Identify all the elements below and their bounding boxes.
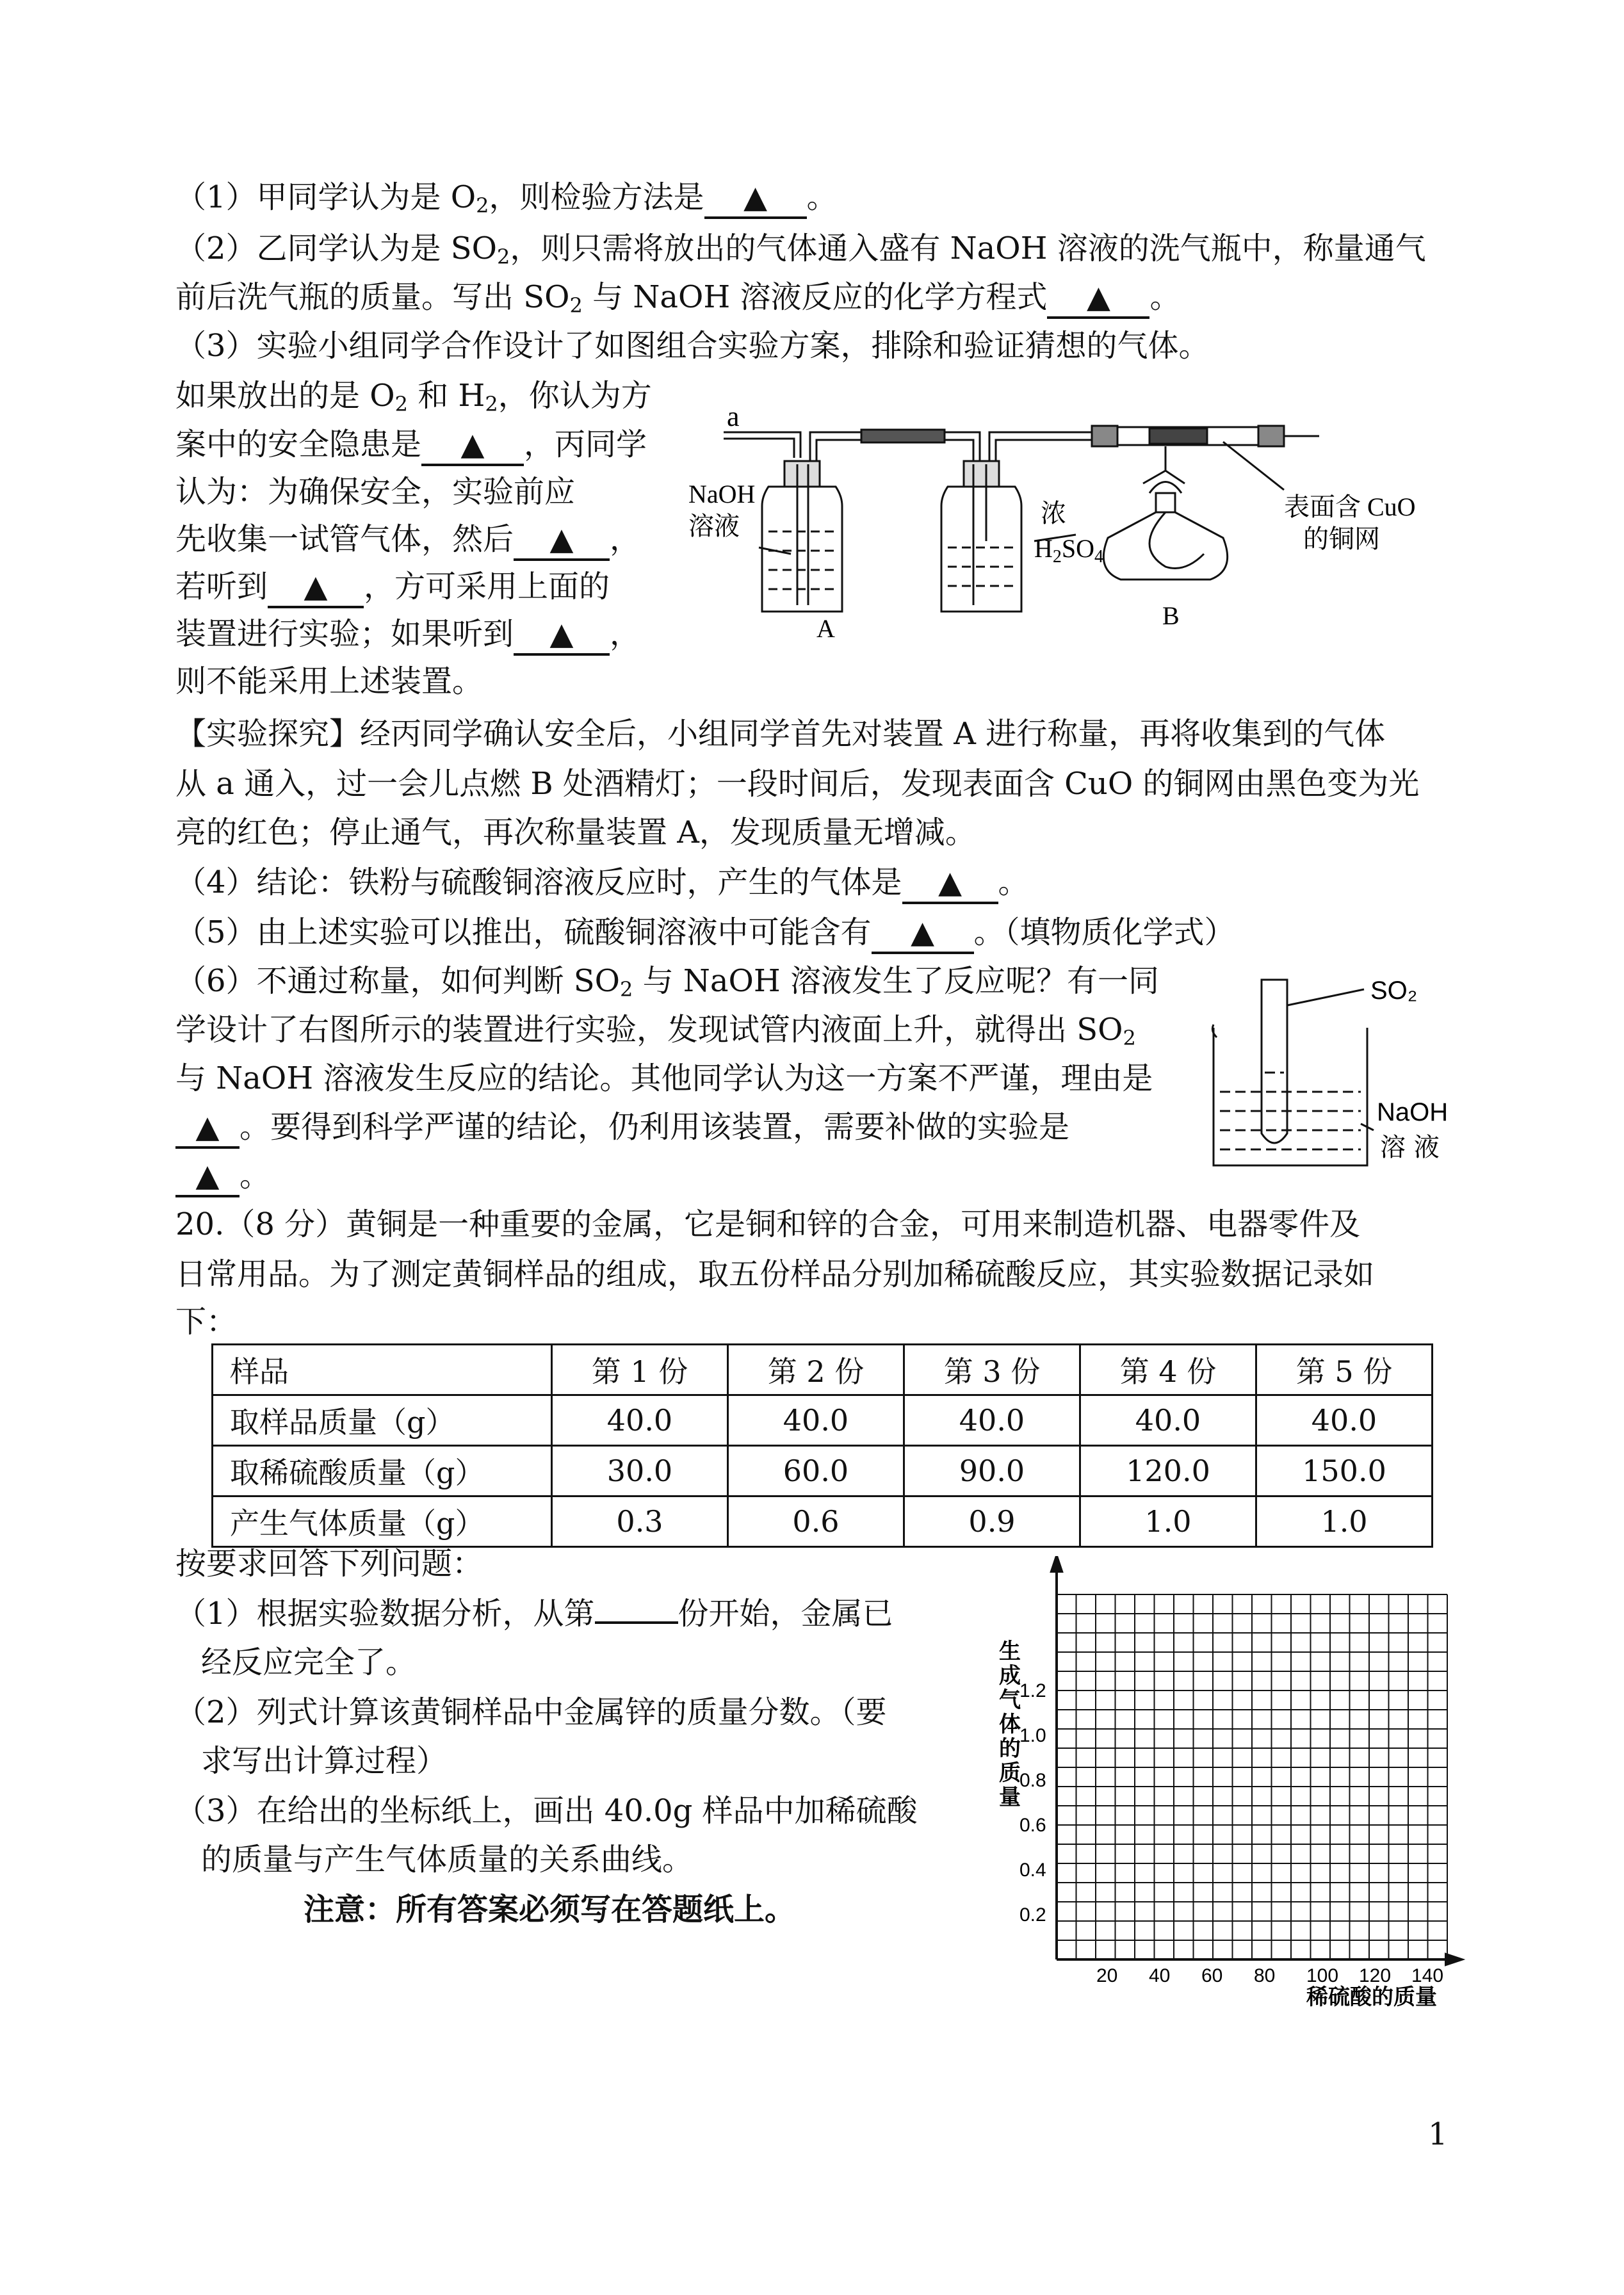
q2b-text: 前后洗气瓶的质量。写出 SO	[175, 279, 570, 315]
answer-blank[interactable]	[268, 569, 364, 608]
a2-line-2	[201, 1743, 447, 1780]
a3-line-2	[201, 1842, 693, 1879]
text: 。（填物质化学式）	[973, 914, 1235, 950]
q3-l5	[175, 569, 610, 608]
text: 。要得到科学严谨的结论，仍利用该装置，需要补做的实验是	[240, 1109, 1070, 1145]
q1-text: （1）甲同学认为是 O	[175, 179, 476, 215]
q3-l3	[175, 474, 575, 511]
answer-blank[interactable]	[704, 179, 807, 219]
text: 认为：为确保安全，实验前应	[175, 474, 576, 510]
subscript: 2	[485, 392, 498, 416]
copper-mesh-label: 的铜网	[1303, 524, 1380, 554]
q5-line	[175, 914, 1235, 954]
blank-marker: ▲	[549, 521, 574, 557]
table-cell: 60.0	[728, 1446, 904, 1496]
punct: 。	[806, 179, 838, 215]
a1-line-2	[201, 1644, 416, 1682]
x-tick-label: 120	[1359, 1965, 1392, 1986]
table-header-cell: 第 5 份	[1256, 1345, 1433, 1395]
q6-line-5	[175, 1158, 270, 1197]
table-cell: 产生气体质量（g）	[213, 1496, 552, 1547]
q1-line	[175, 179, 838, 219]
q3-l7	[175, 663, 483, 701]
table-cell: 1.0	[1256, 1496, 1433, 1547]
x-axis-label: 稀硫酸的质量	[1306, 1985, 1437, 2009]
x-tick-label: 40	[1149, 1965, 1171, 1986]
table-cell: 40.0	[904, 1395, 1080, 1446]
subscript: 2	[1123, 1026, 1136, 1050]
q2a-text-post: ，则只需将放出的气体通入盛有 NaOH 溶液的洗气瓶中，称量通气	[510, 231, 1426, 266]
conc-label: 浓	[1041, 499, 1066, 528]
y-tick-label: 0.4	[1019, 1860, 1046, 1881]
y-axis-label-char: 体	[999, 1712, 1021, 1737]
solution-label: 溶 液	[1380, 1133, 1440, 1162]
device-a-label: A	[816, 614, 835, 643]
blank-marker: ▲	[911, 914, 934, 950]
answer-blank[interactable]	[514, 616, 610, 656]
text: 则不能采用上述装置。	[175, 663, 483, 699]
q2a-text: （2）乙同学认为是 SO	[175, 231, 498, 266]
q3-l1	[175, 378, 652, 416]
answer-blank[interactable]	[514, 521, 610, 561]
so2-label: SO₂	[1370, 977, 1418, 1005]
q20-line-2	[175, 1256, 1374, 1293]
text: 和 H	[407, 378, 485, 414]
subscript: 2	[569, 293, 583, 318]
y-tick-label: 0.2	[1019, 1904, 1046, 1926]
q6-line-4	[175, 1109, 1069, 1149]
ans-intro	[175, 1546, 483, 1583]
table-cell: 0.9	[904, 1496, 1080, 1547]
text: （1）根据实验数据分析，从第	[175, 1596, 595, 1632]
answer-blank[interactable]	[175, 1109, 240, 1149]
blank-marker: ▲	[195, 1158, 220, 1194]
punct: ，	[610, 616, 641, 652]
text: （3）在给出的坐标纸上，画出 40.0g 样品中加稀硫酸	[175, 1793, 918, 1829]
text: 20.（8 分）黄铜是一种重要的金属，它是铜和锌的合金，可用来制造机器、电器零件及	[175, 1206, 1361, 1242]
q2b-line	[175, 279, 1180, 319]
text: 亮的红色；停止通气，再次称量装置 A，发现质量无增减。	[175, 815, 976, 850]
text: （5）由上述实验可以推出，硫酸铜溶液中可能含有	[175, 914, 872, 950]
text: 经反应完全了。	[201, 1644, 417, 1680]
table-cell: 1.0	[1080, 1496, 1256, 1547]
text: （6）不通过称量，如何判断 SO	[175, 963, 621, 999]
naoh-label: NaOH	[688, 480, 756, 508]
q20-line-3	[175, 1304, 237, 1341]
answer-blank[interactable]	[595, 1621, 678, 1624]
text: 求写出计算过程）	[201, 1743, 448, 1779]
text: ，方可采用上面的	[364, 569, 610, 604]
device-b-label: B	[1162, 601, 1180, 630]
text: （4）结论：铁粉与硫酸铜溶液反应时，产生的气体是	[175, 864, 902, 900]
blank-marker: ▲	[460, 426, 485, 462]
table-cell: 90.0	[904, 1446, 1080, 1496]
table-cell: 40.0	[552, 1395, 728, 1446]
q20-line-1	[175, 1206, 1360, 1244]
text: 从 a 通入，过一会儿点燃 B 处酒精灯；一段时间后，发现表面含 CuO 的铜网由黑色变为光	[175, 766, 1420, 802]
blank-marker: ▲	[1087, 279, 1110, 315]
blank-marker: ▲	[304, 569, 328, 604]
page-number	[1428, 2116, 1448, 2153]
punct: 。	[998, 864, 1029, 900]
y-axis-label-char: 生	[999, 1639, 1021, 1664]
text: 【实验探究】经丙同学确认安全后，小组同学首先对装置 A 进行称量，再将收集到的气体	[175, 716, 1386, 752]
data-table	[211, 1343, 1433, 1548]
text: 若听到	[175, 569, 268, 604]
a1-line	[175, 1596, 893, 1633]
subscript: 2	[394, 392, 408, 416]
text: 案中的安全隐患是	[175, 426, 422, 462]
text: ，你认为方	[498, 378, 652, 414]
answer-blank[interactable]	[175, 1158, 240, 1197]
punct: 。	[240, 1158, 271, 1194]
h2so4-label: $H_2SO_4$	[1034, 534, 1104, 567]
text: ，丙同学	[524, 426, 647, 462]
table-row	[213, 1446, 1433, 1496]
punct: ，	[610, 521, 641, 557]
text: 先收集一试管气体，然后	[175, 521, 514, 557]
exp-line-3	[175, 815, 976, 852]
subscript: 2	[497, 245, 510, 269]
page-number-text: 1	[1428, 2116, 1448, 2152]
text: 与 NaOH 溶液发生了反应呢？有一同	[633, 963, 1160, 999]
table-header-cell: 第 1 份	[552, 1345, 728, 1395]
text: 与 NaOH 溶液发生反应的结论。其他同学认为这一方案不严谨，理由是	[175, 1060, 1153, 1096]
table-header-cell: 样品	[213, 1345, 552, 1395]
answer-blank[interactable]	[902, 864, 998, 904]
table-header-row	[213, 1345, 1433, 1395]
table-cell: 取稀硫酸质量（g）	[213, 1446, 552, 1496]
blank-marker: ▲	[549, 616, 574, 652]
text: 下：	[175, 1304, 238, 1340]
x-tick-label: 100	[1306, 1965, 1339, 1986]
q6-line-3	[175, 1060, 1153, 1098]
table-cell: 0.6	[728, 1496, 904, 1547]
subscript: 2	[620, 977, 633, 1002]
y-tick-label: 0.6	[1019, 1815, 1046, 1836]
note-line	[304, 1892, 795, 1929]
table-header-cell: 第 2 份	[728, 1345, 904, 1395]
x-tick-label: 80	[1254, 1965, 1276, 1986]
q3-l2	[175, 426, 647, 466]
table-cell: 40.0	[728, 1395, 904, 1446]
table-cell: 40.0	[1256, 1395, 1433, 1446]
x-tick-label: 60	[1201, 1965, 1223, 1986]
answer-blank[interactable]	[421, 426, 524, 466]
table-cell: 150.0	[1256, 1446, 1433, 1496]
blank-marker: ▲	[938, 864, 962, 900]
table-cell: 40.0	[1080, 1395, 1256, 1446]
y-axis-label-char: 成	[999, 1664, 1021, 1688]
table-cell: 30.0	[552, 1446, 728, 1496]
y-tick-label: 1.2	[1019, 1680, 1046, 1701]
answer-blank[interactable]	[872, 914, 974, 954]
table-header-cell: 第 4 份	[1080, 1345, 1256, 1395]
subscript: 2	[476, 193, 489, 218]
exp-line-1	[175, 716, 1385, 753]
table-cell: 0.3	[552, 1496, 728, 1547]
punct: 。	[1149, 279, 1181, 315]
text: 的质量与产生气体质量的关系曲线。	[201, 1842, 694, 1877]
text: 如果放出的是 O	[175, 378, 395, 414]
q3-l6	[175, 616, 640, 656]
a3-line	[175, 1793, 918, 1830]
table-row	[213, 1395, 1433, 1446]
solution-label: 溶液	[688, 512, 740, 541]
blank-marker: ▲	[743, 179, 767, 215]
q3-line	[175, 328, 1210, 365]
note-text: 注意：所有答案必须写在答题纸上。	[304, 1892, 796, 1927]
y-axis-label-char: 量	[999, 1785, 1021, 1810]
text: 份开始，金属已	[678, 1596, 893, 1632]
y-axis-label-char: 气	[999, 1688, 1021, 1712]
q6-line-1	[175, 963, 1159, 1002]
table-cell: 120.0	[1080, 1446, 1256, 1496]
table-header-cell: 第 3 份	[904, 1345, 1080, 1395]
text: 按要求回答下列问题：	[175, 1546, 483, 1582]
y-axis-label-char: 的	[999, 1737, 1021, 1761]
q3-l4	[175, 521, 640, 561]
q4-line	[175, 864, 1029, 904]
text: 装置进行实验；如果听到	[175, 616, 514, 652]
naoh-label: NaOH	[1377, 1098, 1449, 1126]
text: 学设计了右图所示的装置进行实验，发现试管内液面上升，就得出 SO	[175, 1012, 1123, 1048]
q2a-line	[175, 231, 1426, 269]
y-tick-label: 1.0	[1019, 1725, 1046, 1746]
blank-marker: ▲	[195, 1109, 220, 1145]
answer-blank[interactable]	[1047, 279, 1149, 319]
coordinate-grid	[986, 1556, 1473, 2017]
cuo-mesh-label: 表面含 CuO	[1284, 492, 1416, 521]
tube-label-a: a	[727, 401, 740, 432]
x-tick-label: 140	[1411, 1965, 1444, 1986]
y-tick-label: 0.8	[1019, 1770, 1046, 1791]
q3-text: （3）实验小组同学合作设计了如图组合实验方案，排除和验证猜想的气体。	[175, 328, 1210, 364]
y-axis-label-char: 质	[999, 1761, 1021, 1785]
text: （2）列式计算该黄铜样品中金属锌的质量分数。（要	[175, 1694, 887, 1730]
table-row	[213, 1496, 1433, 1547]
table-cell: 取样品质量（g）	[213, 1395, 552, 1446]
a2-line	[175, 1694, 887, 1731]
q1-text-post: ，则检验方法是	[489, 179, 704, 215]
q2b-text-post: 与 NaOH 溶液反应的化学方程式	[582, 279, 1048, 315]
q6-line-2	[175, 1012, 1136, 1050]
x-tick-label: 20	[1096, 1965, 1118, 1986]
text: 日常用品。为了测定黄铜样品的组成，取五份样品分别加稀硫酸反应，其实验数据记录如	[175, 1256, 1375, 1292]
apparatus-diagram	[672, 394, 1473, 650]
exp-line-2	[175, 766, 1419, 803]
so2-beaker-diagram	[1198, 961, 1466, 1178]
